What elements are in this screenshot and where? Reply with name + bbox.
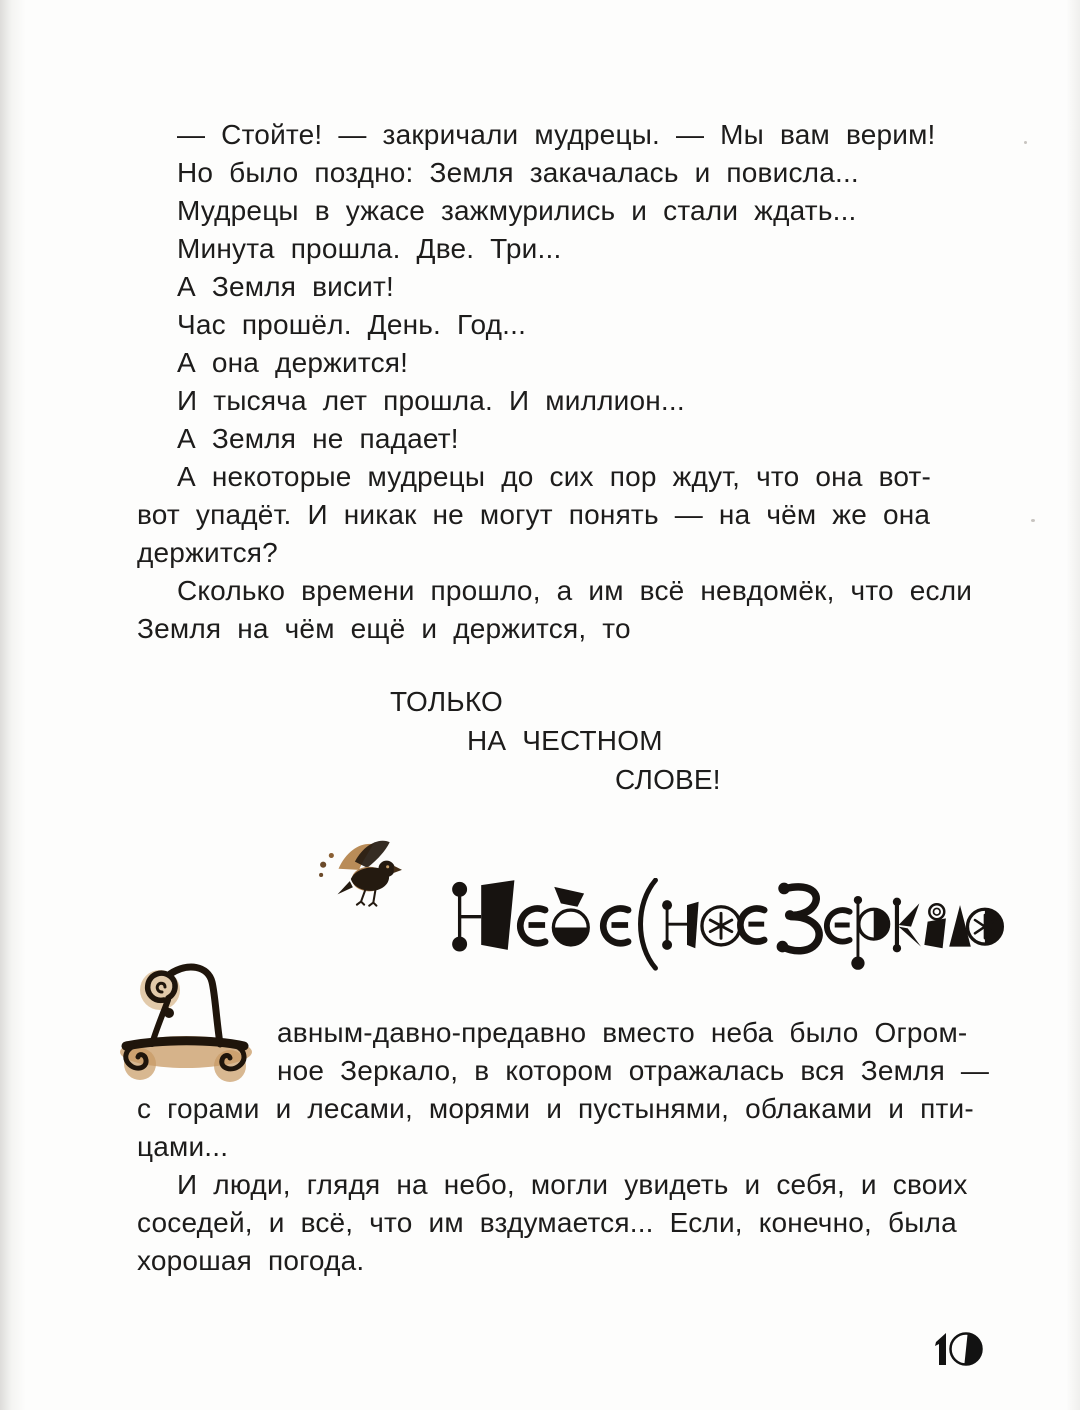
staircase-text <box>137 682 997 799</box>
text-line: И люди, глядя на небо, могли увидеть и себя, и своих <box>177 1169 968 1200</box>
page-number <box>930 1329 990 1369</box>
text-line: А некоторые мудрецы до сих пор ждут, что она вот- <box>177 461 932 492</box>
chapter-title-lettering <box>448 878 1004 972</box>
text-line: А Земля висит! <box>177 271 395 302</box>
text-line: хорошая погода. <box>137 1245 365 1276</box>
text-line: Мудрецы в ужасе зажмурились и стали ждать... <box>177 195 857 226</box>
text-line: Минута прошла. Две. Три... <box>177 233 562 264</box>
text-line: соседей, и всё, что им вздумается... Если, конечно, была <box>137 1207 957 1238</box>
text-line: Сколько времени прошло, а им всё невдомёк, что если <box>177 575 973 606</box>
text-line: А она держится! <box>177 347 409 378</box>
text-line: — Стойте! — закричали мудрецы. — Мы вам верим! <box>177 119 936 150</box>
scan-speck <box>1024 141 1027 144</box>
text-line: держится? <box>137 537 278 568</box>
text-line: с горами и лесами, морями и пустынями, облаками и пти- <box>137 1093 974 1124</box>
staircase-line: НА ЧЕСТНОМ <box>467 725 663 756</box>
text-line: Час прошёл. День. Год... <box>177 309 527 340</box>
staircase-line: ТОЛЬКО <box>390 686 504 717</box>
half-moon-zero-icon <box>930 1329 990 1369</box>
text-line: Земля на чём ещё и держится, то <box>137 613 631 644</box>
bird-icon <box>316 834 402 912</box>
scan-speck <box>1031 519 1035 522</box>
text-line: цами... <box>137 1131 229 1162</box>
text-line: авным-давно-предавно вместо неба было Огром- <box>277 1017 968 1048</box>
text-line: Но было поздно: Земля закачалась и повисла... <box>177 157 859 188</box>
chapter-title <box>448 878 1004 972</box>
chapter-text-block-wrapped <box>277 1014 990 1090</box>
staircase-line: СЛОВЕ! <box>615 764 721 795</box>
chapter-text-block <box>137 1090 997 1280</box>
text-line: И тысяча лет прошла. И миллион... <box>177 385 685 416</box>
text-line: А Земля не падает! <box>177 423 459 454</box>
text-line: вот упадёт. И никак не могут понять — на чём же она <box>137 499 931 530</box>
story-text-block <box>137 116 997 648</box>
drop-cap-icon <box>112 956 260 1098</box>
text-line: ное Зеркало, в котором отражалась вся Земля — <box>277 1055 990 1086</box>
